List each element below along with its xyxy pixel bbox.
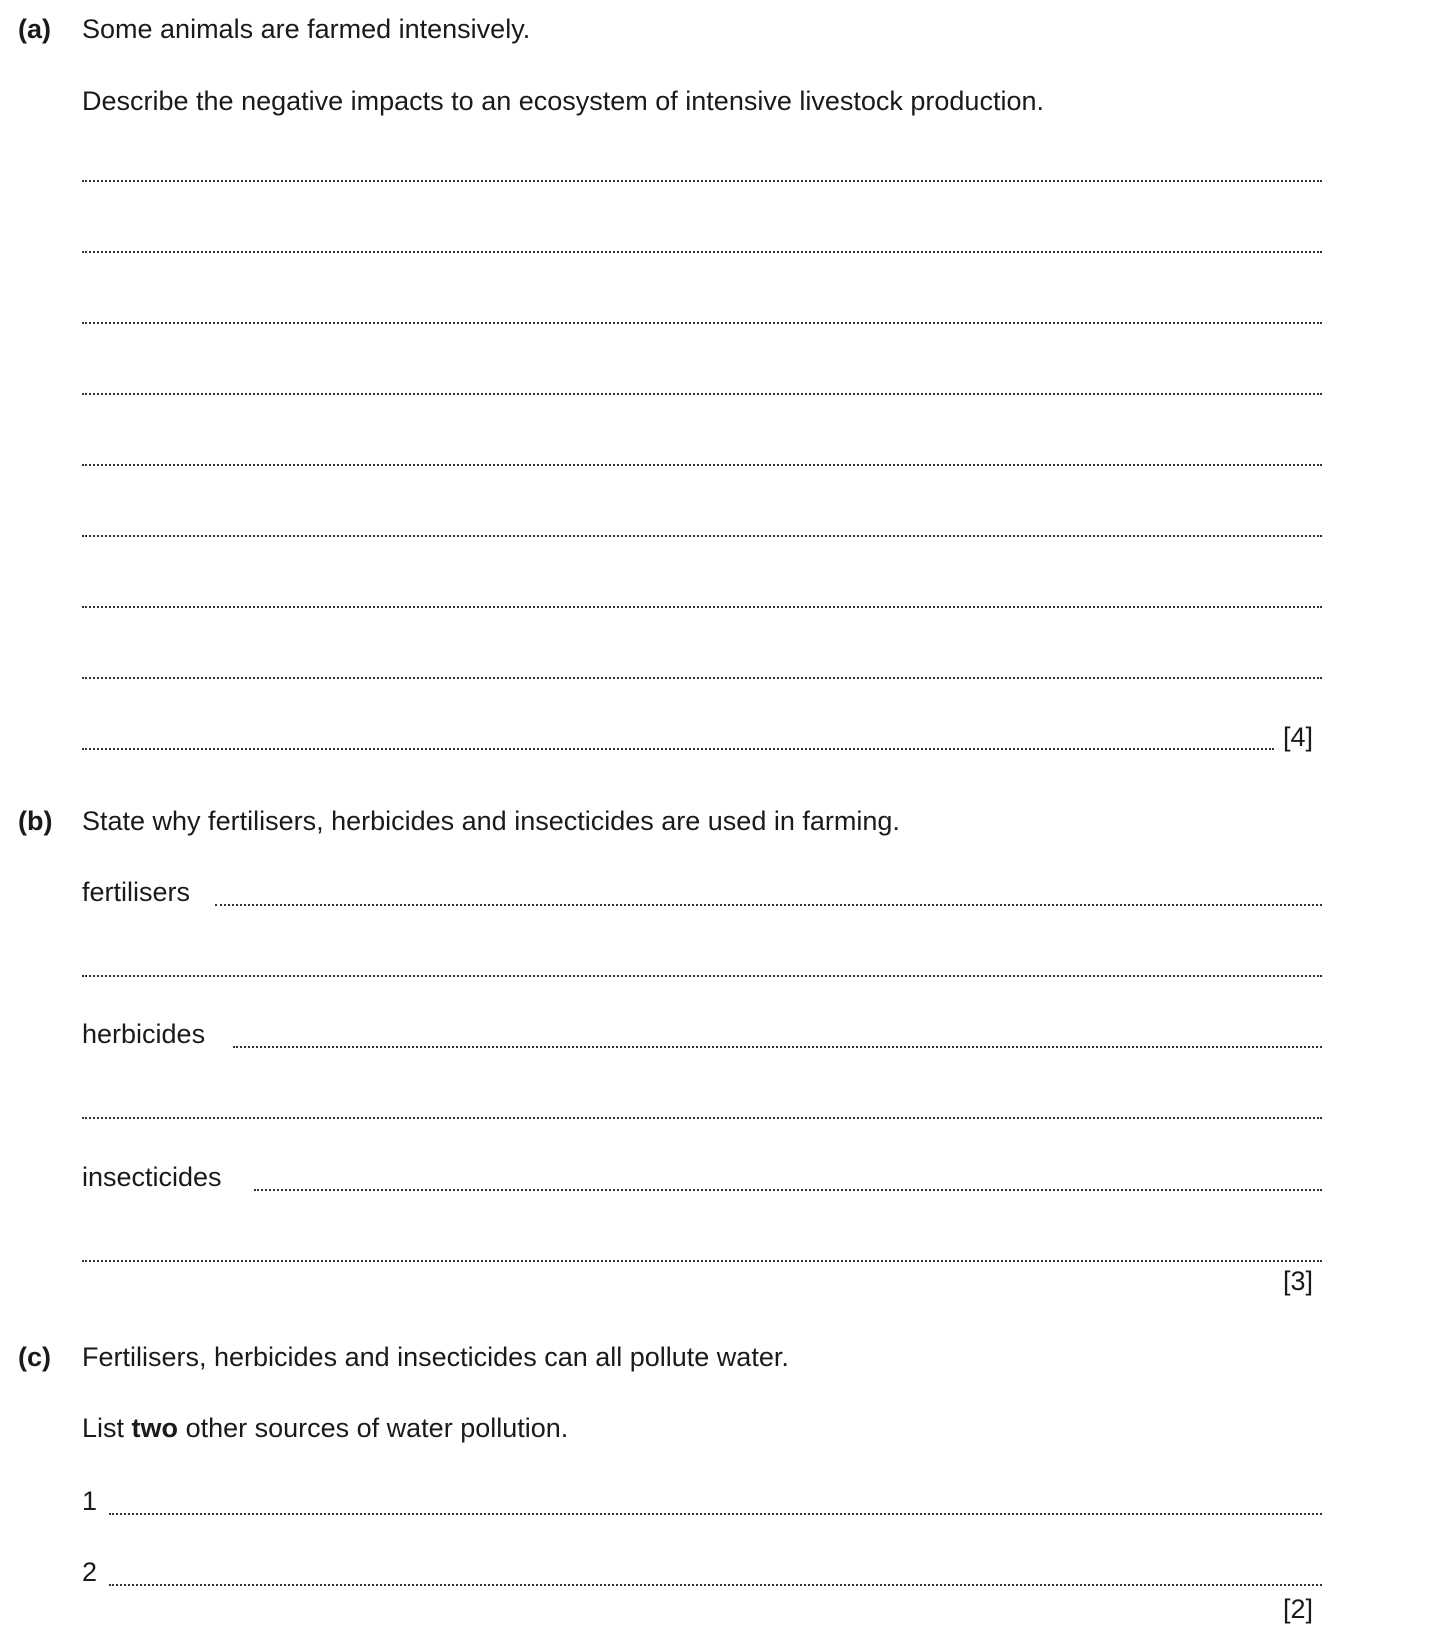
part-c-stem: Fertilisers, herbicides and insecticides can all pollute water.	[82, 1342, 789, 1372]
answer-line-fertilisers-2[interactable]	[82, 975, 1322, 977]
part-c-question-emphasis: two	[131, 1413, 179, 1443]
answer-line-insecticides-1[interactable]	[254, 1189, 1322, 1191]
answer-line-a2[interactable]	[82, 251, 1322, 253]
part-a-label: (a)	[18, 14, 51, 44]
answer-number-2: 2	[82, 1557, 98, 1587]
part-c-label: (c)	[18, 1342, 51, 1372]
answer-line-a8[interactable]	[82, 677, 1322, 679]
item-insecticides-label: insecticides	[82, 1162, 222, 1192]
answer-line-a6[interactable]	[82, 535, 1322, 537]
answer-line-a1[interactable]	[82, 180, 1322, 182]
part-c-question-end: other sources of water pollution.	[185, 1413, 569, 1443]
answer-line-a4[interactable]	[82, 393, 1322, 395]
part-a-question: Describe the negative impacts to an ecosystem of intensive livestock production.	[82, 86, 1044, 116]
item-herbicides-label: herbicides	[82, 1019, 206, 1049]
answer-line-herbicides-1[interactable]	[233, 1046, 1322, 1048]
answer-line-a5[interactable]	[82, 464, 1322, 466]
part-b-marks: [3]	[1283, 1266, 1314, 1296]
part-c-question	[82, 1413, 568, 1444]
part-a-marks: [4]	[1283, 722, 1314, 752]
answer-line-c1[interactable]	[109, 1513, 1322, 1515]
answer-line-fertilisers-1[interactable]	[215, 904, 1322, 906]
part-b-label: (b)	[18, 806, 53, 836]
part-c-question-start: List	[82, 1413, 125, 1443]
part-b-question: State why fertilisers, herbicides and insecticides are used in farming.	[82, 806, 900, 836]
answer-line-insecticides-2[interactable]	[82, 1260, 1322, 1262]
part-a-stem: Some animals are farmed intensively.	[82, 14, 531, 44]
answer-line-herbicides-2[interactable]	[82, 1117, 1322, 1119]
answer-line-a7[interactable]	[82, 606, 1322, 608]
answer-line-a3[interactable]	[82, 322, 1322, 324]
answer-line-a9[interactable]	[82, 748, 1274, 750]
item-fertilisers-label: fertilisers	[82, 877, 191, 907]
answer-number-1: 1	[82, 1486, 98, 1516]
answer-line-c2[interactable]	[109, 1584, 1322, 1586]
part-c-marks: [2]	[1283, 1594, 1314, 1624]
